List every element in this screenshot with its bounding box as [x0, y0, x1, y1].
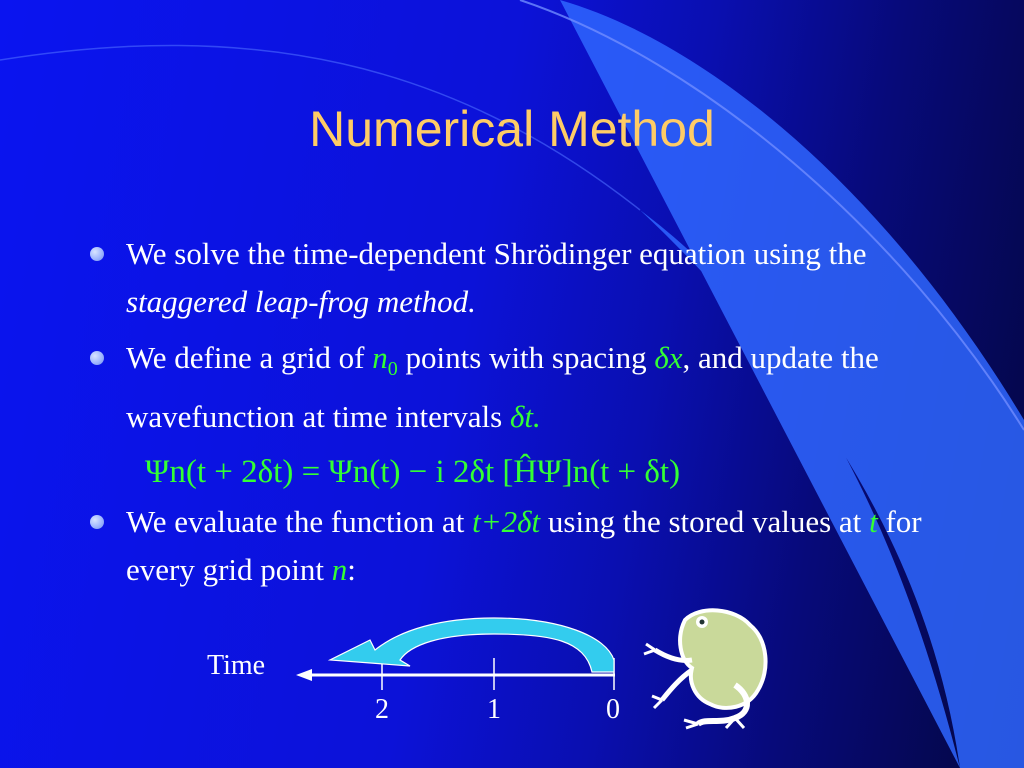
bullet-dot-icon	[90, 351, 104, 365]
bullet-text: We evaluate the function at t+2δt using the stored values at t for every grid point n:	[126, 504, 922, 587]
frog-body	[680, 610, 765, 708]
bullet-item-3	[90, 498, 940, 594]
bullet-text: We define a grid of $n_0$ points with spacing δx, and update the wavefunction at time intervals δt.	[126, 340, 879, 435]
slide-title: Numerical Method	[309, 101, 715, 157]
tick-label-2: 2	[375, 694, 389, 725]
tick-label-1: 1	[487, 694, 501, 725]
time-axis-label: Time	[207, 650, 266, 681]
bullet-dot-icon	[90, 515, 104, 529]
bullet-dot-icon	[90, 247, 104, 261]
frog-pupil	[700, 620, 705, 625]
bullet-item-1	[90, 230, 940, 326]
frog-clipart	[640, 600, 780, 730]
bullet-item-2	[90, 334, 940, 441]
leapfrog-equation: Ψn(t + 2δt) = Ψn(t) − i 2δt [ĤΨ]n(t + δt)	[145, 454, 681, 490]
tick-label-0: 0	[606, 694, 620, 725]
bullet-text: We solve the time-dependent Shrödinger equation using the staggered leap-frog method.	[126, 236, 867, 319]
